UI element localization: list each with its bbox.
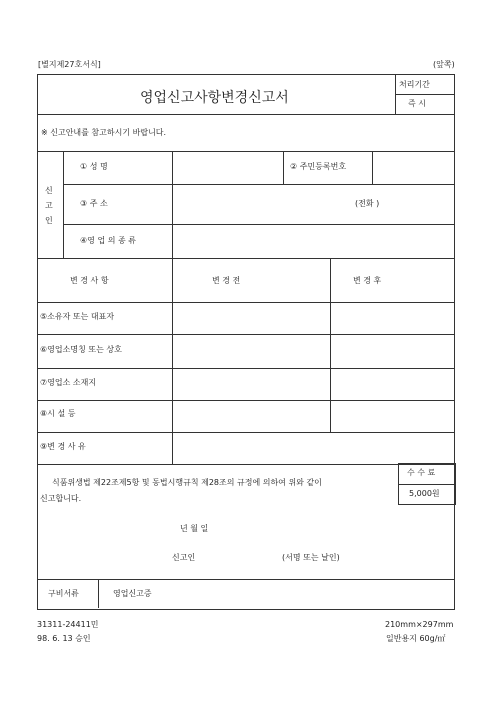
documents-divider [98,579,99,608]
processing-period-value: 즉 시 [408,99,426,108]
form-title: 영업신고사항변경신고서 [140,90,289,106]
change-reason-field[interactable] [174,434,452,462]
phone-label: (전화 ) [355,199,380,208]
rrn-field[interactable] [374,153,452,182]
business-type-top-rule [63,224,454,225]
applicant-sign-field[interactable] [205,549,275,565]
paper-type: 일반용지 60g/㎡ [386,634,446,643]
page-side-label: (앞쪽) [433,60,455,69]
changes-header-rule [37,302,454,303]
address-top-rule [63,184,454,185]
applicant-group-divider [63,151,64,258]
fee-value: 5,000원 [409,489,440,498]
location-before-field[interactable] [174,370,328,398]
changes-row-rule-1 [37,334,454,335]
fee-label: 수 수 료 [407,468,436,477]
documents-top-rule [37,579,454,580]
form-number: [별지제27호서식] [38,60,101,69]
owner-before-field[interactable] [174,304,328,332]
address-label: ③ 주 소 [80,199,108,208]
change-row-label: ⑤소유자 또는 대표자 [40,312,115,321]
owner-after-field[interactable] [332,304,452,332]
rrn-value-divider [372,151,373,184]
applicant-label-char3: 인 [45,216,53,225]
applicant-sign-label: 신고인 [172,553,196,562]
required-documents-value: 영업신고증 [113,589,152,598]
business-type-label: ④영 업 의 종 류 [80,236,136,245]
declaration-text-line2: 신고합니다. [40,494,82,503]
applicant-label-col-divider [172,151,173,258]
applicant-label-char2: 고 [45,201,53,210]
processing-box-rule [395,94,454,95]
location-after-field[interactable] [332,370,452,398]
changes-row-rule-4 [37,432,454,433]
changes-before-after-divider [330,258,331,432]
col-change-item: 변 경 사 항 [70,276,109,285]
facility-before-field[interactable] [174,402,328,430]
change-row-label: ⑥영업소명칭 또는 상호 [40,345,122,354]
col-after: 변 경 후 [353,276,382,285]
facility-after-field[interactable] [332,402,452,430]
changes-item-divider [172,258,173,464]
rrn-label: ② 주민등록번호 [290,162,347,171]
applicant-top-rule [37,151,454,152]
processing-period-label: 처리기간 [399,80,430,89]
fee-box-rule [398,484,454,485]
name-label: ① 성 명 [80,162,108,171]
col-before: 변 경 전 [212,276,241,285]
name-after-field[interactable] [332,336,452,366]
declaration-top-rule [37,464,454,465]
change-row-label: ⑦영업소 소재지 [40,378,97,387]
notice-text: ※ 신고안내를 참고하시기 바랍니다. [41,128,167,137]
changes-top-rule [37,258,454,259]
required-documents-label: 구비서류 [48,589,79,598]
approval-date: 98. 6. 13 승인 [37,634,91,643]
name-before-field[interactable] [174,336,328,366]
date-line: 년 월 일 [180,524,209,533]
name-rrn-divider [283,151,284,184]
change-row-label: ⑧시 설 등 [40,409,76,418]
paper-size: 210mm×297mm [385,620,454,629]
changes-row-rule-2 [37,368,454,369]
declaration-text-line1: 식품위생법 제22조제5항 및 동법시행규칙 제28조의 규정에 의하여 위와 같이 [52,478,322,487]
name-field[interactable] [174,153,280,182]
title-rule [37,114,454,115]
changes-row-rule-3 [37,400,454,401]
applicant-label-char1: 신 [45,186,53,195]
business-type-field[interactable] [174,226,452,256]
signature-label: (서명 또는 날인) [282,553,340,562]
address-field[interactable] [174,186,452,222]
change-row-label: ⑨변 경 사 유 [40,442,86,451]
form-code: 31311-24411민 [37,620,99,629]
